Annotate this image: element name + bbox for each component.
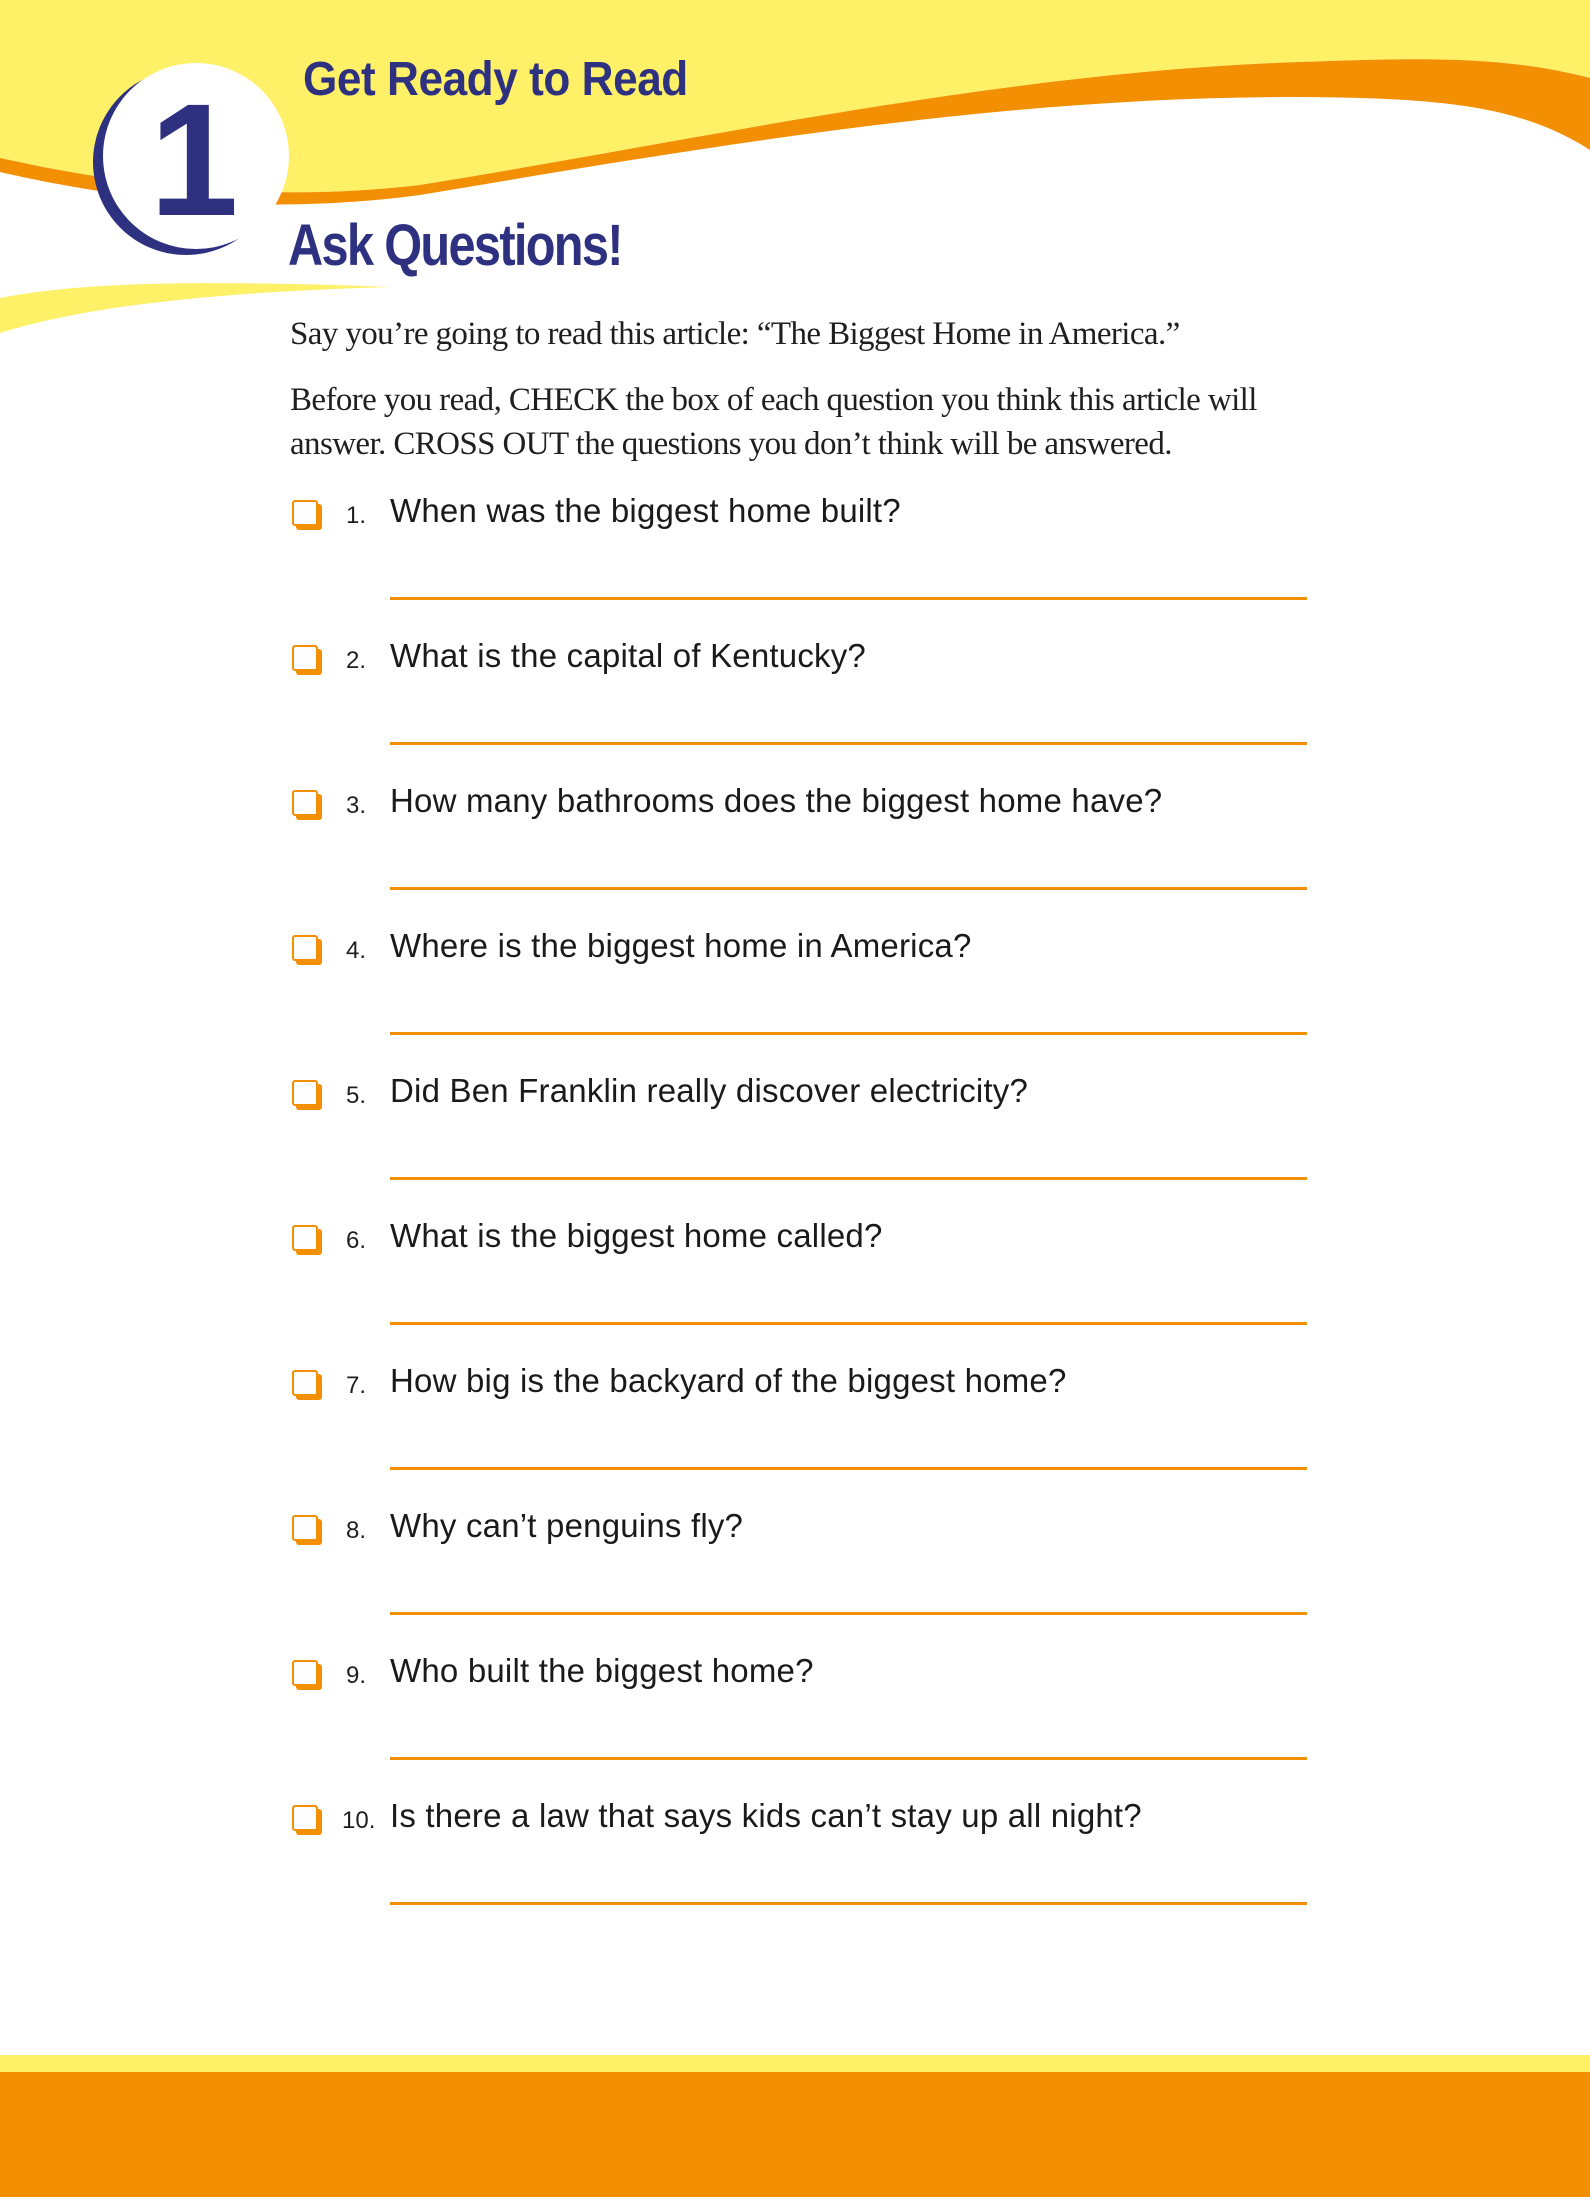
- question-number: 10.: [342, 1807, 376, 1834]
- question-checkbox[interactable]: [292, 1370, 318, 1396]
- question-checkbox[interactable]: [292, 790, 318, 816]
- footer-orange-band: [0, 2072, 1590, 2197]
- answer-line[interactable]: [390, 1757, 1307, 1760]
- question-checkbox[interactable]: [292, 1515, 318, 1541]
- answer-line[interactable]: [390, 1467, 1307, 1470]
- answer-line[interactable]: [390, 887, 1307, 890]
- question-item: [290, 925, 1310, 1070]
- question-text: Why can’t penguins fly?: [390, 1507, 744, 1544]
- question-item: [290, 780, 1310, 925]
- question-item: [290, 490, 1310, 635]
- answer-line[interactable]: [390, 1322, 1307, 1325]
- question-checkbox[interactable]: [292, 645, 318, 671]
- question-text: When was the biggest home built?: [390, 492, 901, 529]
- question-checkbox[interactable]: [292, 1805, 318, 1831]
- question-number: 3.: [346, 792, 367, 819]
- question-number: 1.: [346, 502, 367, 529]
- question-text: How many bathrooms does the biggest home have?: [390, 782, 1163, 819]
- answer-line[interactable]: [390, 742, 1307, 745]
- answer-line[interactable]: [390, 1612, 1307, 1615]
- question-text: What is the capital of Kentucky?: [390, 637, 866, 674]
- question-text: Where is the biggest home in America?: [390, 927, 972, 964]
- page-title: Ask Questions!: [288, 213, 622, 278]
- question-item: [290, 1795, 1310, 1940]
- question-item: [290, 1215, 1310, 1360]
- answer-line[interactable]: [390, 597, 1307, 600]
- question-checkbox[interactable]: [292, 500, 318, 526]
- answer-line[interactable]: [390, 1177, 1307, 1180]
- question-text: Is there a law that says kids can’t stay up all night?: [390, 1797, 1142, 1834]
- question-item: [290, 1505, 1310, 1650]
- question-item: [290, 1070, 1310, 1215]
- question-text: How big is the backyard of the biggest home?: [390, 1362, 1067, 1399]
- question-text: What is the biggest home called?: [390, 1217, 883, 1254]
- question-number: 8.: [346, 1517, 367, 1544]
- answer-line[interactable]: [390, 1032, 1307, 1035]
- question-checkbox[interactable]: [292, 1080, 318, 1106]
- question-item: [290, 635, 1310, 780]
- answer-line[interactable]: [390, 1902, 1307, 1905]
- step-number: 1: [149, 70, 239, 249]
- question-item: [290, 1360, 1310, 1505]
- question-text: Did Ben Franklin really discover electricity?: [390, 1072, 1029, 1109]
- question-number: 6.: [346, 1227, 367, 1254]
- question-checkbox[interactable]: [292, 935, 318, 961]
- question-checkbox[interactable]: [292, 1660, 318, 1686]
- question-number: 7.: [346, 1372, 367, 1399]
- question-number: 9.: [346, 1662, 367, 1689]
- footer-yellow-band: [0, 2055, 1590, 2072]
- intro-text: Say you’re going to read this article: “The Biggest Home in America.”: [290, 316, 1180, 352]
- question-number: 4.: [346, 937, 367, 964]
- question-number: 5.: [346, 1082, 367, 1109]
- question-item: [290, 1650, 1310, 1795]
- question-list: [290, 490, 1310, 1940]
- question-number: 2.: [346, 647, 367, 674]
- step-number-badge: [90, 58, 290, 258]
- section-label: Get Ready to Read: [303, 53, 688, 106]
- question-text: Who built the biggest home?: [390, 1652, 814, 1689]
- instructions-text: Before you read, CHECK the box of each question you think this article will answer. CROSS OUT the questions you don’t think will be answered.: [290, 382, 1257, 462]
- question-checkbox[interactable]: [292, 1225, 318, 1251]
